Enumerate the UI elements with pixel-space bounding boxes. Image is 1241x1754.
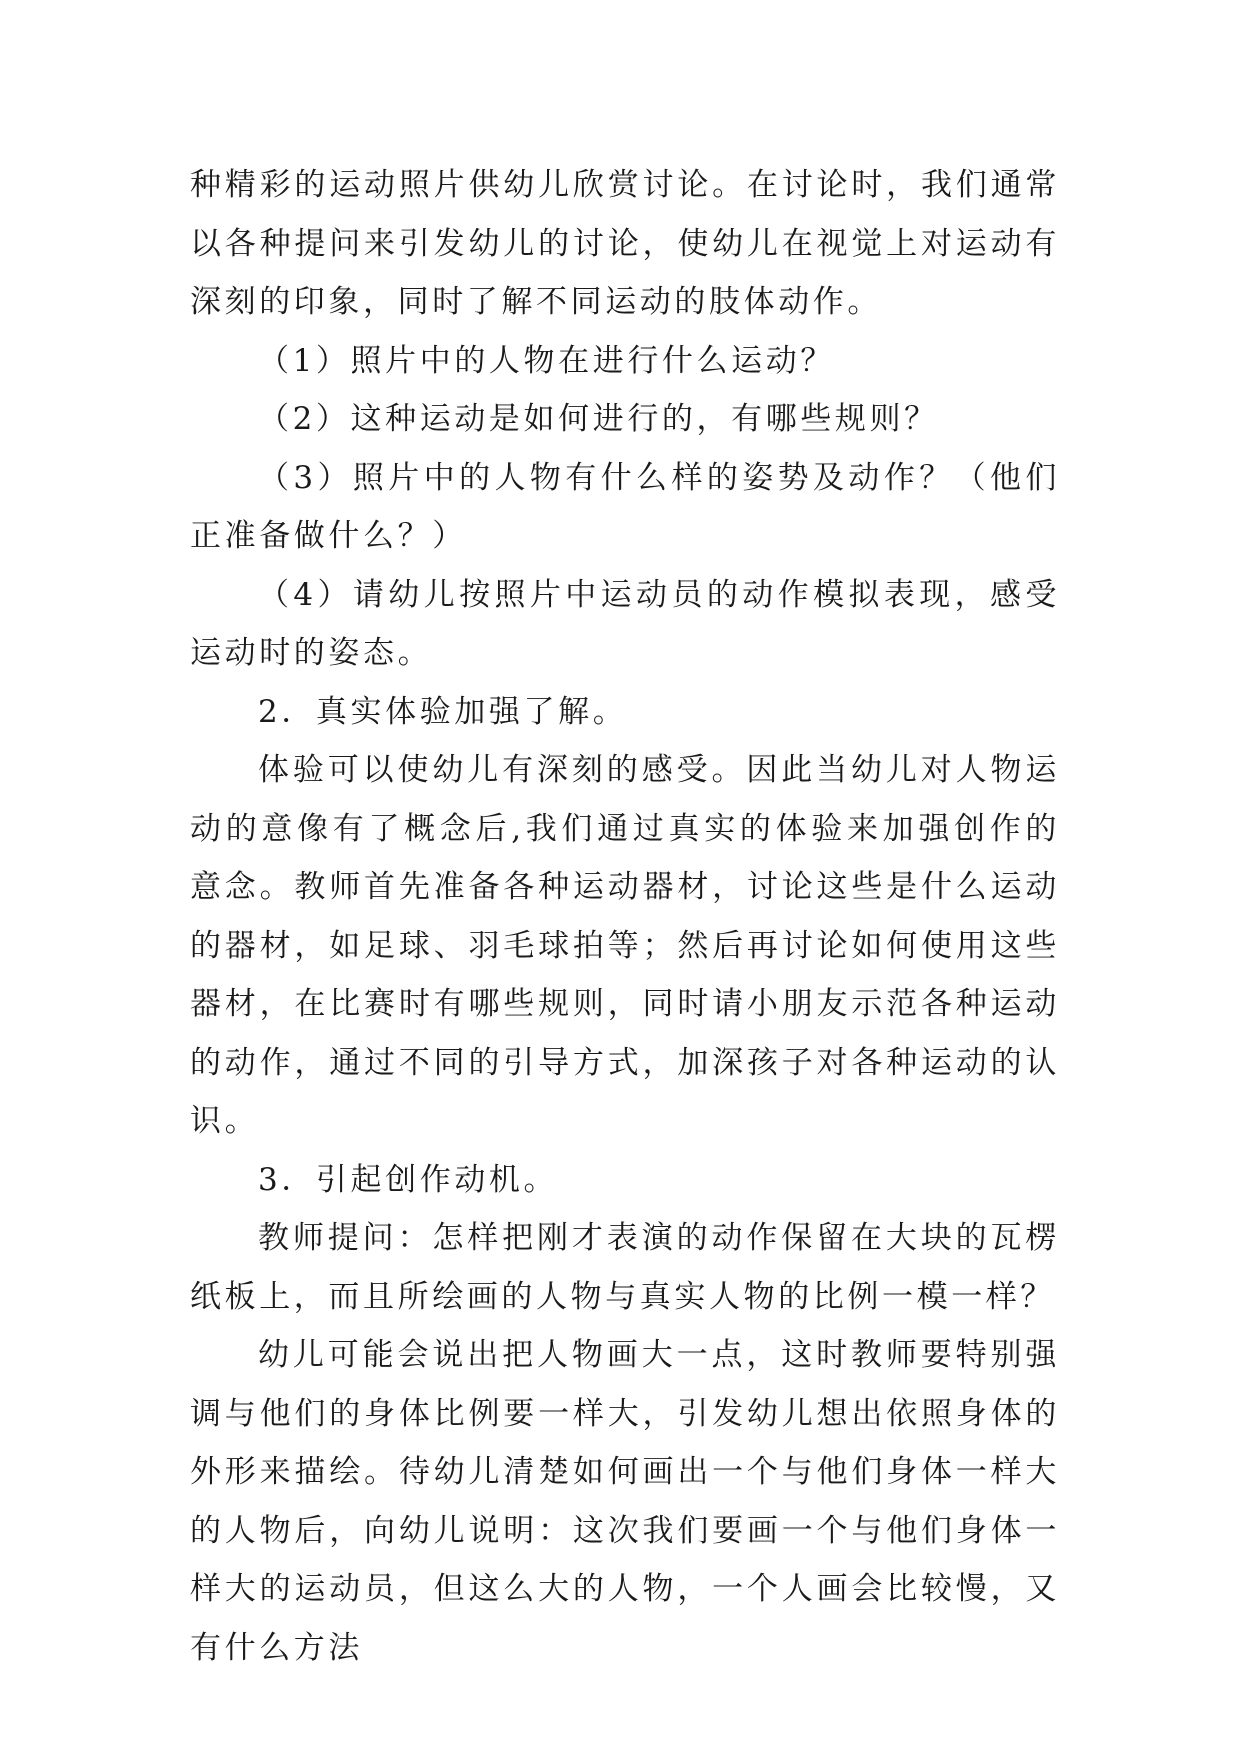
paragraph-intro: 种精彩的运动照片供幼儿欣赏讨论。在讨论时，我们通常以各种提问来引发幼儿的讨论，使幼儿在视觉上对运动有深刻的印象，同时了解不同运动的肢体动作。	[190, 167, 1060, 320]
paragraph-experience: 体验可以使幼儿有深刻的感受。因此当幼儿对人物运动的意像有了概念后,我们通过真实的体验来加强创作的意念。教师首先准备各种运动器材，讨论这些是什么运动的器材，如足球、羽毛球拍等；然后再讨论如何使用这些器材，在比赛时有哪些规则，同时请小朋友示范各种运动的动作，通过不同的引导方式，加深孩子对各种运动的认识。	[190, 752, 1060, 1139]
paragraph-children-response: 幼儿可能会说出把人物画大一点，这时教师要特别强调与他们的身体比例要一样大，引发幼儿想出依照身体的外形来描绘。待幼儿清楚如何画出一个与他们身体一样大的人物后，向幼儿说明：这次我们要画一个与他们身体一样大的运动员，但这么大的人物，一个人画会比较慢，又有什么方法	[190, 1337, 1060, 1666]
paragraph-teacher-question: 教师提问：怎样把刚才表演的动作保留在大块的瓦楞纸板上，而且所绘画的人物与真实人物的比例一模一样？	[190, 1220, 1060, 1315]
question-1: （1）照片中的人物在进行什么运动？	[258, 342, 835, 379]
body-text	[190, 156, 1060, 1677]
question-4: （4）请幼儿按照片中运动员的动作模拟表现，感受运动时的姿态。	[190, 576, 1060, 671]
section-heading-3: 3．引起创作动机。	[258, 1161, 559, 1198]
question-3: （3）照片中的人物有什么样的姿势及动作？（他们正准备做什么？）	[190, 459, 1060, 554]
section-heading-2: 2．真实体验加强了解。	[258, 693, 628, 730]
question-2: （2）这种运动是如何进行的，有哪些规则？	[258, 401, 939, 437]
